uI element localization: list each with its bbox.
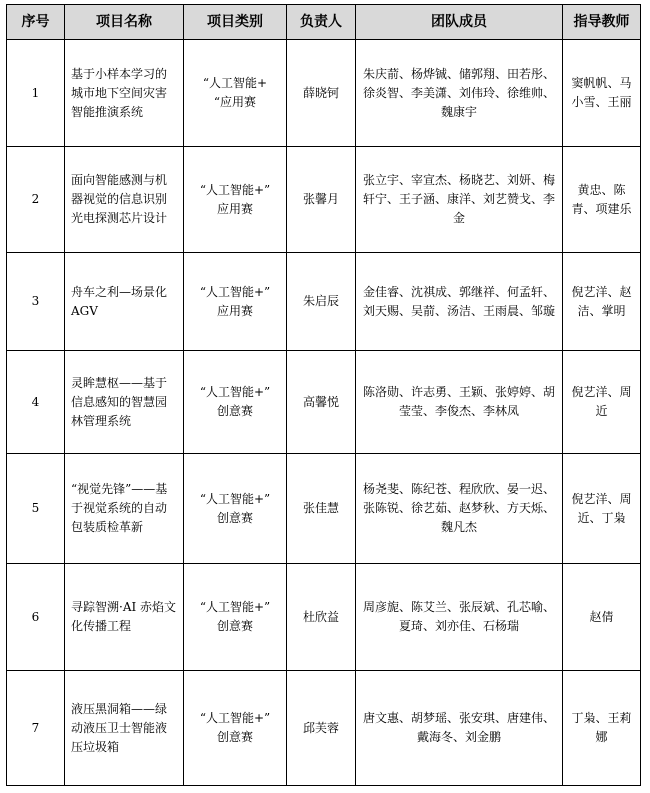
- advisors: 赵倩: [563, 564, 641, 671]
- category-line: “人工智能+”: [199, 600, 271, 614]
- project-name: 面向智能感测与机器视觉的信息识别光电探测芯片设计: [65, 147, 184, 253]
- project-leader: 张佳慧: [287, 454, 356, 564]
- team-members: 张立宇、宰宣杰、杨晓艺、刘妍、梅轩宁、王子涵、康洋、刘艺赞戈、李金: [356, 147, 563, 253]
- category-line: “应用赛: [213, 95, 257, 109]
- advisors: 倪艺洋、周近、丁枭: [563, 454, 641, 564]
- project-name: 液压黑洞箱——绿动液压卫士智能液压垃圾箱: [65, 671, 184, 786]
- category-line: “人工智能+”: [199, 711, 271, 725]
- table-row: [7, 147, 641, 253]
- row-number: 2: [7, 147, 65, 253]
- project-leader: 高馨悦: [287, 351, 356, 454]
- project-category: [184, 351, 287, 454]
- category-line: 创意赛: [216, 510, 253, 525]
- category-line: “人工智能+”: [199, 385, 271, 399]
- project-category: [184, 147, 287, 253]
- project-name: 舟车之利—场景化 AGV: [65, 253, 184, 351]
- header-no: 序号: [7, 5, 65, 40]
- header-category: 项目类别: [184, 5, 287, 40]
- advisors: 窦帆帆、马小雪、王丽: [563, 40, 641, 147]
- row-number: 5: [7, 454, 65, 564]
- project-name: 灵眸慧枢——基于信息感知的智慧园林管理系统: [65, 351, 184, 454]
- project-category: [184, 564, 287, 671]
- advisors: 丁枭、王莉娜: [563, 671, 641, 786]
- header-team: 团队成员: [356, 5, 563, 40]
- table-row: [7, 671, 641, 786]
- project-name: 寻踪智溯·AI 赤焰文化传播工程: [65, 564, 184, 671]
- category-line: 应用赛: [216, 201, 253, 216]
- category-line: 创意赛: [216, 404, 253, 418]
- project-name: 基于小样本学习的城市地下空间灾害智能推演系统: [65, 40, 184, 147]
- team-members: 陈洛勋、许志勇、王颖、张婷婷、胡莹莹、李俊杰、李林凤: [356, 351, 563, 454]
- category-line: “人工智能+”: [199, 182, 271, 197]
- project-category: [184, 253, 287, 351]
- header-advisor: 指导教师: [563, 5, 641, 40]
- project-leader: 杜欣益: [287, 564, 356, 671]
- project-leader: 薛晓钶: [287, 40, 356, 147]
- category-line: “人工智能+”: [199, 284, 271, 299]
- team-members: 金佳睿、沈祺成、郭继祥、何孟轩、刘天赐、吴葥、汤洁、王雨晨、邹璇: [356, 253, 563, 351]
- category-line: 创意赛: [216, 619, 253, 633]
- table-row: [7, 351, 641, 454]
- category-line: 创意赛: [216, 730, 253, 744]
- team-members: 唐文惠、胡梦瑶、张安琪、唐建伟、戴海冬、刘金鹏: [356, 671, 563, 786]
- project-category: [184, 40, 287, 147]
- table-header-row: [7, 5, 641, 40]
- team-members: 周彦旎、陈艾兰、张辰斌、孔芯喻、夏琦、刘亦佳、石杨瑞: [356, 564, 563, 671]
- team-members: 杨尧斐、陈纪苍、程欣欣、晏一迟、张陈锐、徐艺茹、赵梦秋、方天烁、魏凡杰: [356, 454, 563, 564]
- row-number: 1: [7, 40, 65, 147]
- row-number: 6: [7, 564, 65, 671]
- table-row: [7, 40, 641, 147]
- advisors: 倪艺洋、赵洁、掌明: [563, 253, 641, 351]
- project-table: [6, 4, 641, 786]
- project-name: “视觉先锋”——基于视觉系统的自动包装质检革新: [65, 454, 184, 564]
- row-number: 7: [7, 671, 65, 786]
- header-project-name: 项目名称: [65, 5, 184, 40]
- advisors: 黄忠、陈青、项建乐: [563, 147, 641, 253]
- advisors: 倪艺洋、周近: [563, 351, 641, 454]
- project-category: [184, 671, 287, 786]
- table-row: [7, 564, 641, 671]
- row-number: 4: [7, 351, 65, 454]
- category-line: 应用赛: [216, 303, 253, 318]
- row-number: 3: [7, 253, 65, 351]
- team-members: 朱庆葥、杨烨铖、储郭翔、田若彤、徐炎智、李美潇、刘伟玲、徐维帅、魏康宇: [356, 40, 563, 147]
- category-line: “人工智能+”: [199, 491, 271, 506]
- header-leader: 负责人: [287, 5, 356, 40]
- table-row: [7, 253, 641, 351]
- project-leader: 朱启辰: [287, 253, 356, 351]
- project-category: [184, 454, 287, 564]
- project-leader: 张馨月: [287, 147, 356, 253]
- table-row: [7, 454, 641, 564]
- category-line: “人工智能+: [202, 76, 268, 90]
- project-leader: 邱芙蓉: [287, 671, 356, 786]
